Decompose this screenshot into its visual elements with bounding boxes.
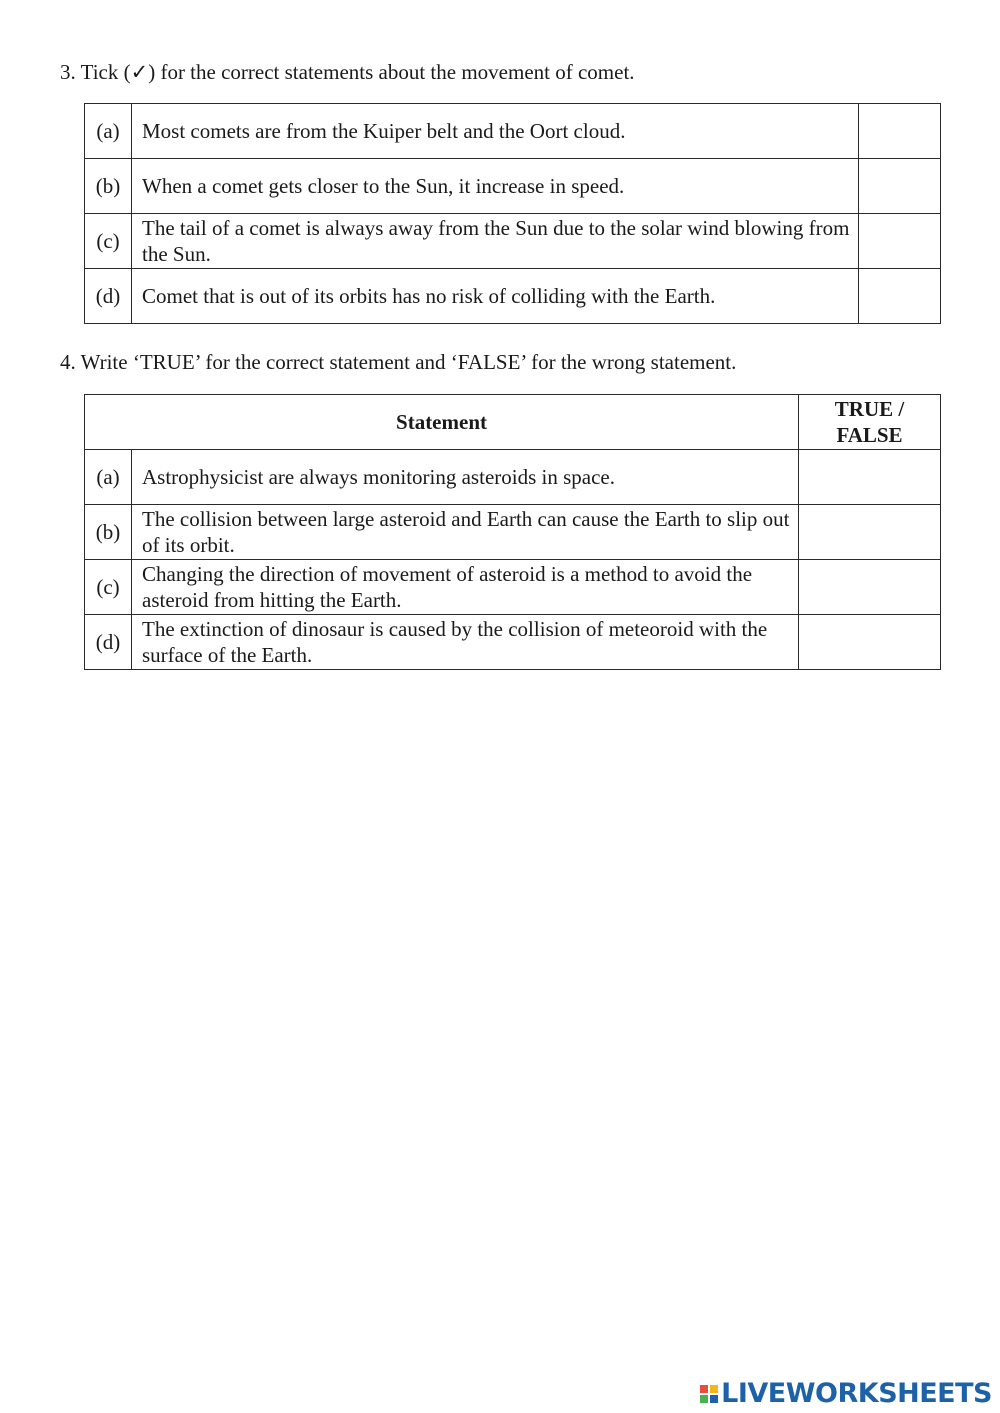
statement-text: Astrophysicist are always monitoring asteroids in space. [132,450,799,505]
question-4-title: 4. Write ‘TRUE’ for the correct statement and ‘FALSE’ for the wrong statement. [60,350,737,374]
table-row [85,159,941,214]
table-row [85,104,941,159]
row-label: (b) [85,159,132,214]
true-false-header-line2: FALSE [836,423,903,447]
row-label: (b) [85,505,132,560]
logo-square [710,1385,718,1393]
question-4-table [84,394,941,670]
statement-text: Changing the direction of movement of asteroid is a method to avoid the asteroid from hitting the Earth. [132,560,799,615]
row-label: (c) [85,560,132,615]
tick-box[interactable] [859,214,941,269]
true-false-header-line1: TRUE / [834,397,905,421]
statement-text: The collision between large asteroid and Earth can cause the Earth to slip out of its orbit. [132,505,799,560]
row-label: (d) [85,269,132,324]
table-row [85,505,941,560]
logo-square [700,1385,708,1393]
table-row [85,560,941,615]
table-row [85,214,941,269]
answer-field[interactable] [799,615,941,670]
answer-field[interactable] [799,450,941,505]
table-row [85,615,941,670]
question-3-title: 3. Tick (✓) for the correct statements about the movement of comet. [60,60,635,84]
tick-box[interactable] [859,159,941,214]
row-label: (a) [85,104,132,159]
true-false-header [799,395,941,450]
statement-text: The tail of a comet is always away from the Sun due to the solar wind blowing from the Sun. [132,214,859,269]
table-header-row [85,395,941,450]
question-3-table [84,103,941,324]
row-label: (a) [85,450,132,505]
tick-box[interactable] [859,269,941,324]
table-row [85,450,941,505]
statement-text: Comet that is out of its orbits has no risk of colliding with the Earth. [132,269,859,324]
table-row [85,269,941,324]
statement-text: The extinction of dinosaur is caused by the collision of meteoroid with the surface of the Earth. [132,615,799,670]
logo-square [710,1395,718,1403]
row-label: (c) [85,214,132,269]
row-label: (d) [85,615,132,670]
statement-text: When a comet gets closer to the Sun, it increase in speed. [132,159,859,214]
liveworksheets-logo [700,1378,992,1409]
statement-header: Statement [85,395,799,450]
tick-box[interactable] [859,104,941,159]
statement-text: Most comets are from the Kuiper belt and the Oort cloud. [132,104,859,159]
answer-field[interactable] [799,560,941,615]
logo-text: LIVEWORKSHEETS [721,1378,992,1409]
logo-square [700,1395,708,1403]
logo-icon [700,1385,718,1403]
answer-field[interactable] [799,505,941,560]
